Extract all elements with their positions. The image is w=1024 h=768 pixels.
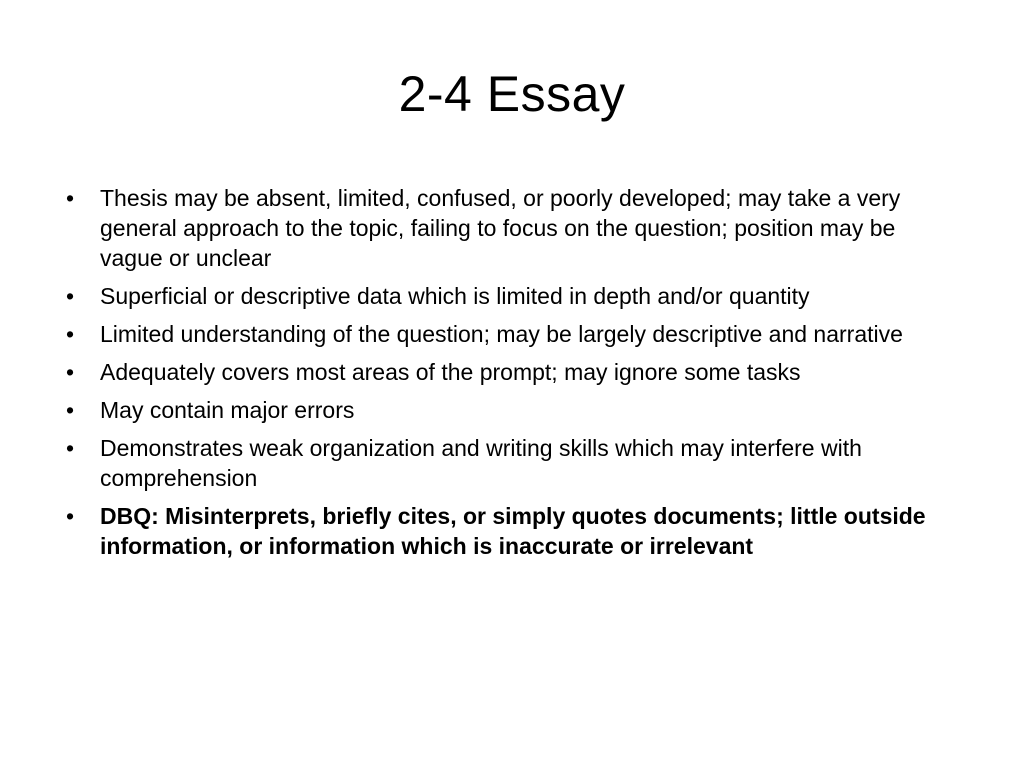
bullet-item-coverage: [58, 357, 958, 387]
bullet-text: Demonstrates weak organization and writing skills which may interfere with comprehension: [100, 435, 862, 491]
bullet-item-thesis: [58, 183, 958, 273]
slide-title: 2-4 Essay: [398, 66, 626, 122]
bullet-icon: •: [65, 359, 75, 385]
bullet-item-understanding: [58, 319, 958, 349]
bullet-icon: •: [65, 283, 75, 309]
bullet-text: Thesis may be absent, limited, confused, or poorly developed; may take a very general approach to the topic, failing to focus on the question; position may be vague or unclear: [100, 185, 901, 271]
bullet-item-data: [58, 281, 958, 311]
bullet-icon: •: [65, 503, 75, 529]
bullet-item-organization: [58, 433, 958, 493]
bullet-text: Adequately covers most areas of the prompt; may ignore some tasks: [100, 359, 801, 385]
bullet-text: May contain major errors: [100, 397, 355, 423]
bullet-text: Superficial or descriptive data which is limited in depth and/or quantity: [100, 283, 810, 309]
bullet-item-dbq: [58, 501, 958, 561]
bullet-icon: •: [65, 397, 75, 423]
bullet-text: Limited understanding of the question; may be largely descriptive and narrative: [100, 321, 903, 347]
bullet-item-errors: [58, 395, 958, 425]
bullet-list: [58, 183, 958, 569]
bullet-icon: •: [65, 321, 75, 347]
bullet-icon: •: [65, 185, 75, 211]
bullet-text: DBQ: Misinterprets, briefly cites, or simply quotes documents; little outside information, or information which is inaccurate or irrelevant: [100, 503, 926, 559]
bullet-icon: •: [65, 435, 75, 461]
